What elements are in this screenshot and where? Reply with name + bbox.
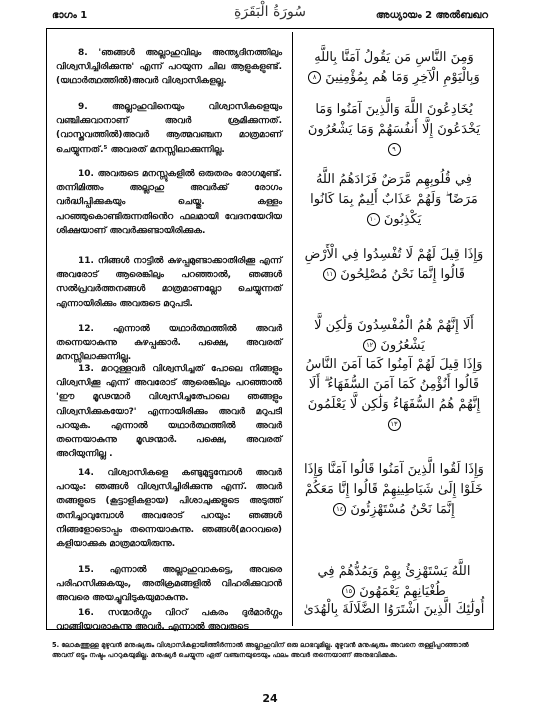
verse-ml-14: 14. വിശ്വാസികളെ കണ്ടുമുട്ടുമ്പോൾ അവർ പറയും: ഞങ്ങൾ വിശ്വസിച്ചിരിക്കുന്നു എന്ന്. അവർ തങ്ങളുടെ (കൂട്ടാളികളായ) പിശാചുക്കളുടെ അടുത്ത് തനിച്ചാവുമ്പോൾ അവരോട് പറയും: ഞങ്ങൾ നിങ്ങളോടൊപ്പം തന്നെയാകുന്നു. ഞങ്ങൾ(മററവരെ) കളിയാക്കുക മാത്രമായിരുന്നു. [56,468,282,550]
arabic-text: اللَّهُ يَسْتَهْزِئُ بِهِمْ وَيَمُدُّهُمْ فِي طُغْيَانِهِمْ يَعْمَهُونَ [317,564,471,599]
ayah-number: ٩ [388,143,401,156]
surah-title: سُورَةُ الْبَقَرَةِ [233,4,307,20]
verse-ml-13: 13. മററുള്ളവർ വിശ്വസിച്ചത് പോലെ നിങ്ങളും വിശ്വസിക്കൂ എന്ന് അവരോട് ആരെങ്കിലും പറഞ്ഞാൽ 'ഈ മൂഢന്മാർ വിശ്വസിച്ചത്പോലെ ഞങ്ങളും വിശ്വസിക്കുകയോ?' എന്നായിരിക്കും അവർ മറുപടി പറയുക. എന്നാൽ യഥാർത്ഥത്തിൽ അവർ തന്നെയാകുന്നു മൂഢന്മാർ. പക്ഷെ, അവരത് അറിയുന്നില്ല . [56,364,282,460]
verse-ar-8 [300,48,488,88]
ayah-number: ١٢ [363,339,376,352]
verse-ar-11 [300,245,488,285]
arabic-text: وَإِذَا قِيلَ لَهُمْ آمِنُوا كَمَا آمَنَ النَّاسُ قَالُوا أَنُؤْمِنُ كَمَا آمَنَ السُّفَهَاءُ ۗ أَلَا إِنَّهُمْ هُمُ السُّفَهَاءُ وَلَٰكِن لَّا يَعْلَمُونَ [305,357,483,412]
verse-ml-16: 16. സന്മാർഗ്ഗം വിററ് പകരം ദുർമാർഗ്ഗം വാങ്ങിയവരാകുന്നു അവർ. എന്നാൽ അവരുടെ [56,608,282,633]
verse-ar-16 [300,600,488,620]
footnote: 5. ലോകത്തുള്ള മുഴുവൻ മനുഷ്യരും വിശ്വാസികളായിത്തീർന്നാൽ അല്ലാഹുവിന് ഒരു ലാഭവുമില്ല. മുഴുവൻ മനുഷ്യരും അവനെ തള്ളിപ്പറഞ്ഞാൽ അവന് ഒട്ടും നഷ്ടം പററുകയുമില്ല. മനുഷ്യർ ചെയ്യുന്ന ഏത് വഞ്ചനയുടെയും ഫലം അവർ തന്നെയാണ് അനുഭവിക്കുക. [52,641,469,659]
arabic-text: وَمِنَ النَّاسِ مَن يَقُولُ آمَنَّا بِاللَّهِ وَبِالْيَوْمِ الْآخِرِ وَمَا هُم بِمُؤْمِنِينَ [314,50,480,85]
ayah-number: ١٠ [367,213,380,226]
ayah-number: ١٣ [388,418,401,431]
verse-ml-12: 12. എന്നാൽ യഥാർത്ഥത്തിൽ അവർ തന്നെയാകുന്നു കുഴപ്പക്കാർ. പക്ഷെ, അവരത് മനസ്സിലാക്കുന്നില്ല. [56,324,282,363]
part-label: ഭാഗം 1 [52,10,88,21]
page-header [0,0,540,30]
verse-ar-9 [300,100,488,160]
arabic-text: وَإِذَا قِيلَ لَهُمْ لَا تُفْسِدُوا فِي الْأَرْضِ قَالُوا إِنَّمَا نَحْنُ مُصْلِحُونَ [304,247,484,282]
ayah-number: ١١ [323,268,336,281]
verse-ml-10: 10. അവരുടെ മനസ്സുകളിൽ ഒരുതരം രോഗമുണ്ട്. തന്നിമിത്തം അല്ലാഹു അവർക്ക് രോഗം വർദ്ധിപ്പിക്കുകയും ചെയ്തു. കള്ളം പറഞ്ഞുകൊണ്ടിരുന്നതിൻെറ ഫലമായി വേദനയേറിയ ശിക്ഷയാണ് അവർക്കുണ്ടായിരിക്കുക. [56,169,282,236]
verse-ar-13 [300,355,488,435]
ayah-number: ٨ [308,71,321,84]
verse-ml-9: 9. അല്ലാഹുവിനെയും വിശ്വാസികളെയും വഞ്ചിക്കുവാനാണ് അവർ ശ്രമിക്കുന്നത്. (വാസ്തവത്തിൽ)അവർ ആത്മവഞ്ചന മാത്രമാണ് ചെയ്യുന്നത്.⁵ അവരത് മനസ്സിലാക്കുന്നില്ല. [56,102,282,155]
page-number: 24 [262,692,278,705]
verse-ml-15: 15. എന്നാൽ അല്ലാഹുവാകട്ടെ, അവരെ പരിഹസിക്കുകയും, അതിക്രമങ്ങളിൽ വിഹരിക്കുവാൻ അവരെ അയച്ചുവിടുകയുമാകുന്നു. [56,565,282,604]
verse-ml-11: 11. നിങ്ങൾ നാട്ടിൽ കുഴപ്പമുണ്ടാക്കാതിരിക്കൂ എന്ന് അവരോട് ആരെങ്കിലും പറഞ്ഞാൽ, ഞങ്ങൾ സൽപ്രവർത്തനങ്ങൾ മാത്രമാണല്ലോ ചെയ്യുന്നത് എന്നായിരിക്കും അവരുടെ മറുപടി. [56,256,282,309]
verse-ml-8: 8. 'ഞങ്ങൾ അല്ലാഹുവിലും അന്ത്യദിനത്തിലും വിശ്വസിച്ചിരിക്കുന്നു' എന്ന് പറയുന്ന ചില ആളുകളുണ്ട്. (യഥാർത്ഥത്തിൽ)അവർ വിശ്വാസികളല്ല. [56,48,282,87]
arabic-text: يُخَادِعُونَ اللَّهَ وَالَّذِينَ آمَنُوا وَمَا يَخْدَعُونَ إِلَّا أَنفُسَهُمْ وَمَا يَشْعُرُونَ [307,102,481,137]
ayah-number: ١٥ [342,585,355,598]
verse-ar-10 [300,170,488,230]
chapter-label: അധ്യായം 2 അൽബഖറ [375,10,488,21]
verse-ar-15 [300,562,488,602]
arabic-text: أُولَٰئِكَ الَّذِينَ اشْتَرَوُا الضَّلَالَةَ بِالْهُدَىٰ [303,602,485,617]
arabic-text: وَإِذَا لَقُوا الَّذِينَ آمَنُوا قَالُوا آمَنَّا وَإِذَا خَلَوْا إِلَىٰ شَيَاطِينِهِمْ قَالُوا إِنَّا مَعَكُمْ إِنَّمَا نَحْنُ مُسْتَهْزِئُونَ [304,462,484,517]
column-divider [292,32,293,626]
verse-ar-12 [300,316,488,356]
ayah-number: ١٤ [333,503,346,516]
arabic-text: فِي قُلُوبِهِم مَّرَضٌ فَزَادَهُمُ اللَّهُ مَرَضًا ۖ وَلَهُمْ عَذَابٌ أَلِيمٌ بِمَا كَانُوا يَكْذِبُونَ [310,172,478,227]
arabic-text: أَلَا إِنَّهُمْ هُمُ الْمُفْسِدُونَ وَلَٰكِن لَّا يَشْعُرُونَ [314,318,474,353]
verse-ar-14 [300,460,488,520]
